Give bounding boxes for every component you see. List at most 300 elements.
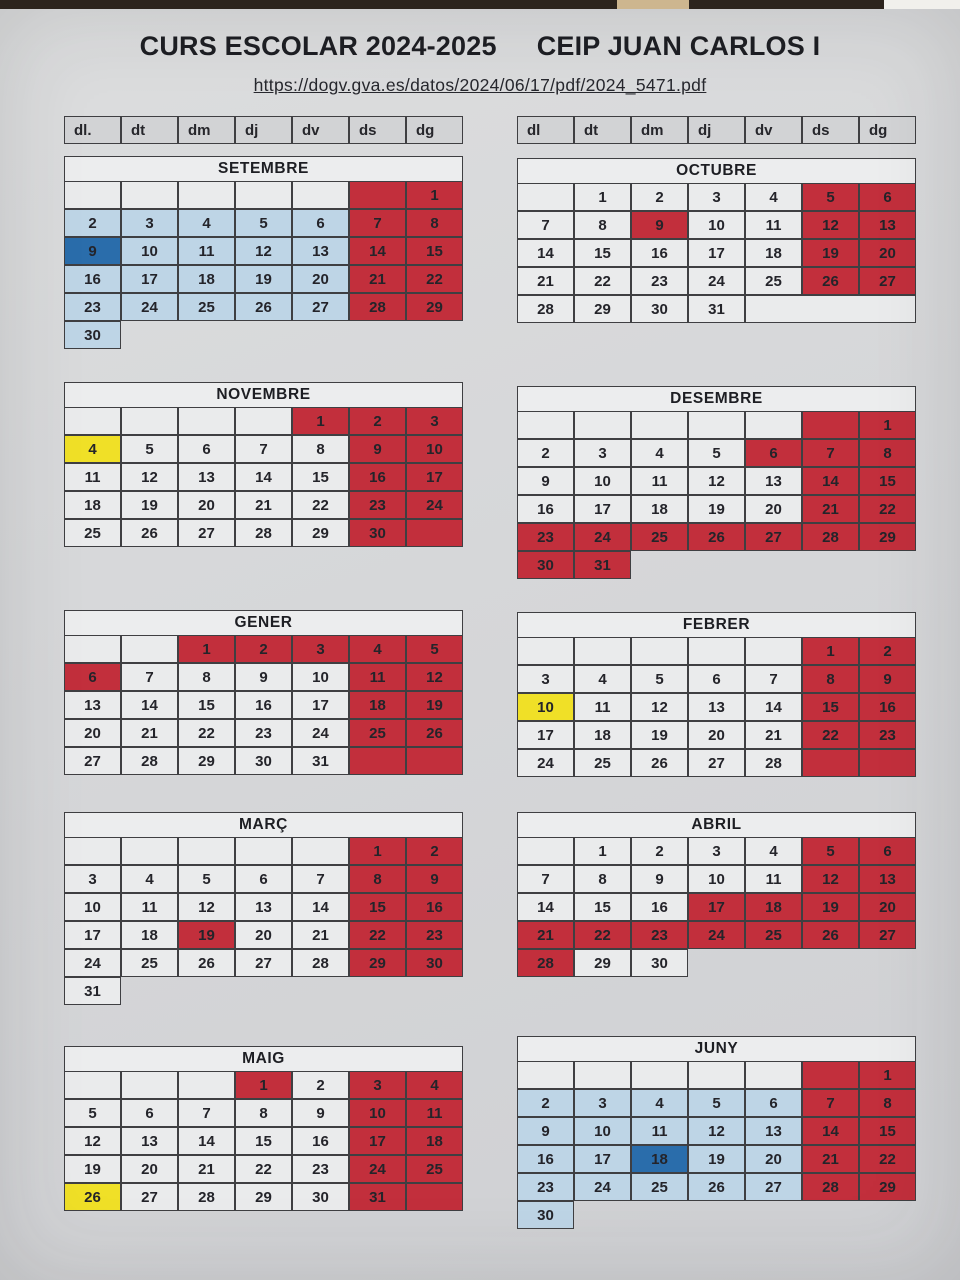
day-cell: 12 <box>121 463 178 491</box>
day-cell: 9 <box>406 865 463 893</box>
day-cell: 20 <box>859 893 916 921</box>
month-title: SETEMBRE <box>64 156 463 182</box>
day-cell: 25 <box>631 523 688 551</box>
day-cell: 11 <box>121 893 178 921</box>
absent-cell <box>688 1201 745 1229</box>
day-cell: 19 <box>121 491 178 519</box>
day-cell: 20 <box>745 495 802 523</box>
day-cell: 17 <box>688 893 745 921</box>
day-cell: 4 <box>745 837 802 865</box>
day-cell: 18 <box>745 893 802 921</box>
month-title: FEBRER <box>517 612 916 638</box>
day-cell: 6 <box>235 865 292 893</box>
calendar-column-right <box>517 116 918 1229</box>
empty-cell <box>745 637 802 665</box>
weekday-header-right <box>517 116 918 144</box>
day-cell: 20 <box>688 721 745 749</box>
day-cell: 9 <box>631 865 688 893</box>
absent-cell <box>745 551 802 579</box>
day-cell: 25 <box>406 1155 463 1183</box>
day-cell: 15 <box>292 463 349 491</box>
weekday-label: dv <box>745 116 802 144</box>
day-cell: 22 <box>802 721 859 749</box>
day-cell: 5 <box>64 1099 121 1127</box>
month-gener <box>64 610 465 775</box>
absent-cell <box>574 1201 631 1229</box>
day-cell: 16 <box>64 265 121 293</box>
day-cell: 27 <box>688 749 745 777</box>
absent-cell <box>859 1201 916 1229</box>
day-cell: 1 <box>802 637 859 665</box>
absent-cell <box>121 321 178 349</box>
absent-cell <box>802 949 859 977</box>
month-octubre <box>517 158 918 323</box>
day-cell: 13 <box>745 467 802 495</box>
day-cell: 5 <box>235 209 292 237</box>
day-cell: 12 <box>802 211 859 239</box>
empty-cell <box>349 747 406 775</box>
day-cell: 19 <box>178 921 235 949</box>
empty-cell <box>745 411 802 439</box>
day-cell: 22 <box>292 491 349 519</box>
empty-cell <box>517 411 574 439</box>
empty-cell <box>859 749 916 777</box>
day-cell: 28 <box>745 749 802 777</box>
empty-cell <box>64 635 121 663</box>
day-cell: 29 <box>406 293 463 321</box>
month-setembre <box>64 156 465 349</box>
day-cell: 2 <box>292 1071 349 1099</box>
day-cell: 30 <box>406 949 463 977</box>
day-cell: 8 <box>178 663 235 691</box>
absent-cell <box>406 977 463 1005</box>
day-cell: 11 <box>745 211 802 239</box>
day-cell: 9 <box>64 237 121 265</box>
weekday-label: dj <box>688 116 745 144</box>
month-title: NOVEMBRE <box>64 382 463 408</box>
day-cell: 10 <box>517 693 574 721</box>
day-cell: 24 <box>574 523 631 551</box>
day-cell: 2 <box>631 837 688 865</box>
day-cell: 30 <box>631 949 688 977</box>
day-cell: 15 <box>859 467 916 495</box>
day-cell: 29 <box>859 1173 916 1201</box>
day-cell: 8 <box>859 439 916 467</box>
day-cell: 23 <box>235 719 292 747</box>
absent-cell <box>121 977 178 1005</box>
day-cell: 3 <box>688 183 745 211</box>
day-cell: 3 <box>292 635 349 663</box>
day-cell: 7 <box>178 1099 235 1127</box>
day-cell: 19 <box>802 239 859 267</box>
day-cell: 29 <box>574 949 631 977</box>
day-cell: 14 <box>178 1127 235 1155</box>
day-cell: 4 <box>178 209 235 237</box>
absent-cell <box>859 949 916 977</box>
day-cell: 13 <box>859 865 916 893</box>
day-cell: 21 <box>802 495 859 523</box>
month-grid <box>64 837 465 1005</box>
day-cell: 7 <box>517 865 574 893</box>
day-cell: 19 <box>688 1145 745 1173</box>
day-cell: 25 <box>745 267 802 295</box>
day-cell: 16 <box>406 893 463 921</box>
day-cell: 18 <box>574 721 631 749</box>
day-cell: 20 <box>64 719 121 747</box>
day-cell: 28 <box>517 949 574 977</box>
day-cell: 23 <box>859 721 916 749</box>
day-cell: 24 <box>406 491 463 519</box>
day-cell: 26 <box>178 949 235 977</box>
weekday-label: ds <box>349 116 406 144</box>
day-cell: 20 <box>859 239 916 267</box>
absent-cell <box>349 321 406 349</box>
month-grid <box>64 635 465 775</box>
day-cell: 2 <box>64 209 121 237</box>
absent-cell <box>688 949 745 977</box>
day-cell: 8 <box>802 665 859 693</box>
month-title: MAIG <box>64 1046 463 1072</box>
day-cell: 27 <box>64 747 121 775</box>
calendar-column-left <box>64 116 465 1229</box>
empty-cell <box>802 1061 859 1089</box>
day-cell: 18 <box>745 239 802 267</box>
day-cell: 13 <box>64 691 121 719</box>
absent-cell <box>859 551 916 579</box>
day-cell: 19 <box>235 265 292 293</box>
day-cell: 14 <box>349 237 406 265</box>
weekday-label: dj <box>235 116 292 144</box>
day-cell: 29 <box>235 1183 292 1211</box>
weekday-label: dl. <box>64 116 121 144</box>
day-cell: 27 <box>121 1183 178 1211</box>
day-cell: 29 <box>859 523 916 551</box>
day-cell: 14 <box>517 893 574 921</box>
day-cell: 24 <box>688 921 745 949</box>
empty-cell <box>688 1061 745 1089</box>
month-febrer <box>517 612 918 777</box>
day-cell: 5 <box>688 1089 745 1117</box>
day-cell: 11 <box>64 463 121 491</box>
absent-cell <box>688 551 745 579</box>
month-grid <box>517 411 918 579</box>
month-title: OCTUBRE <box>517 158 916 184</box>
empty-cell <box>517 1061 574 1089</box>
day-cell: 26 <box>406 719 463 747</box>
day-cell: 23 <box>517 523 574 551</box>
day-cell: 14 <box>517 239 574 267</box>
absent-cell <box>745 1201 802 1229</box>
day-cell: 12 <box>235 237 292 265</box>
empty-cell <box>517 183 574 211</box>
day-cell: 10 <box>688 211 745 239</box>
day-cell: 26 <box>631 749 688 777</box>
day-cell: 26 <box>802 921 859 949</box>
day-cell: 1 <box>235 1071 292 1099</box>
day-cell: 17 <box>574 495 631 523</box>
day-cell: 28 <box>349 293 406 321</box>
day-cell: 18 <box>631 495 688 523</box>
day-cell: 28 <box>802 523 859 551</box>
day-cell: 12 <box>406 663 463 691</box>
day-cell: 6 <box>859 183 916 211</box>
day-cell: 11 <box>349 663 406 691</box>
day-cell: 5 <box>802 837 859 865</box>
day-cell: 17 <box>64 921 121 949</box>
day-cell: 12 <box>178 893 235 921</box>
page-title <box>0 9 960 62</box>
empty-cell <box>631 411 688 439</box>
day-cell: 11 <box>574 693 631 721</box>
day-cell: 24 <box>574 1173 631 1201</box>
day-cell: 24 <box>349 1155 406 1183</box>
empty-cell <box>574 411 631 439</box>
day-cell: 15 <box>406 237 463 265</box>
month-title: MARÇ <box>64 812 463 838</box>
day-cell: 4 <box>574 665 631 693</box>
empty-cell <box>574 1061 631 1089</box>
empty-cell <box>745 1061 802 1089</box>
day-cell: 7 <box>121 663 178 691</box>
day-cell: 4 <box>64 435 121 463</box>
day-cell: 7 <box>745 665 802 693</box>
day-cell: 27 <box>235 949 292 977</box>
day-cell: 9 <box>517 467 574 495</box>
day-cell: 30 <box>517 1201 574 1229</box>
day-cell: 31 <box>64 977 121 1005</box>
day-cell: 23 <box>631 267 688 295</box>
day-cell: 30 <box>64 321 121 349</box>
day-cell: 13 <box>292 237 349 265</box>
day-cell: 27 <box>859 267 916 295</box>
day-cell: 13 <box>178 463 235 491</box>
empty-cell <box>121 181 178 209</box>
day-cell: 10 <box>688 865 745 893</box>
empty-cell <box>292 181 349 209</box>
day-cell: 24 <box>517 749 574 777</box>
day-cell: 21 <box>235 491 292 519</box>
day-cell: 15 <box>349 893 406 921</box>
day-cell: 16 <box>292 1127 349 1155</box>
absent-cell <box>178 977 235 1005</box>
day-cell: 30 <box>235 747 292 775</box>
day-cell: 7 <box>802 1089 859 1117</box>
empty-cell <box>688 411 745 439</box>
absent-cell <box>235 321 292 349</box>
day-cell: 25 <box>178 293 235 321</box>
day-cell: 25 <box>121 949 178 977</box>
day-cell: 8 <box>235 1099 292 1127</box>
day-cell: 1 <box>859 1061 916 1089</box>
day-cell: 4 <box>631 439 688 467</box>
day-cell: 29 <box>292 519 349 547</box>
day-cell: 21 <box>517 267 574 295</box>
day-cell: 7 <box>517 211 574 239</box>
day-cell: 3 <box>64 865 121 893</box>
empty-cell <box>517 837 574 865</box>
month-title: DESEMBRE <box>517 386 916 412</box>
weekday-label: dv <box>292 116 349 144</box>
absent-cell <box>235 977 292 1005</box>
empty-cell <box>802 411 859 439</box>
empty-cell <box>64 1071 121 1099</box>
day-cell: 2 <box>517 439 574 467</box>
day-cell: 12 <box>688 1117 745 1145</box>
weekday-label: dg <box>859 116 916 144</box>
day-cell: 15 <box>178 691 235 719</box>
day-cell: 13 <box>235 893 292 921</box>
day-cell: 15 <box>802 693 859 721</box>
empty-cell <box>688 637 745 665</box>
day-cell: 19 <box>406 691 463 719</box>
absent-cell <box>349 977 406 1005</box>
absent-cell <box>631 551 688 579</box>
day-cell: 12 <box>688 467 745 495</box>
day-cell: 3 <box>406 407 463 435</box>
day-cell: 16 <box>349 463 406 491</box>
empty-cell <box>631 1061 688 1089</box>
day-cell: 21 <box>745 721 802 749</box>
day-cell: 25 <box>64 519 121 547</box>
month-marc <box>64 812 465 1005</box>
day-cell: 23 <box>406 921 463 949</box>
empty-cell <box>802 749 859 777</box>
day-cell: 27 <box>745 523 802 551</box>
day-cell: 10 <box>406 435 463 463</box>
absent-cell <box>292 321 349 349</box>
day-cell: 11 <box>178 237 235 265</box>
day-cell: 9 <box>859 665 916 693</box>
calendar-columns <box>0 116 960 1229</box>
day-cell: 20 <box>121 1155 178 1183</box>
day-cell: 19 <box>688 495 745 523</box>
title-course: CURS ESCOLAR 2024-2025 <box>139 31 497 61</box>
empty-cell <box>64 181 121 209</box>
day-cell: 9 <box>631 211 688 239</box>
month-title: GENER <box>64 610 463 636</box>
month-juny <box>517 1036 918 1229</box>
day-cell: 3 <box>121 209 178 237</box>
day-cell: 28 <box>121 747 178 775</box>
day-cell: 29 <box>574 295 631 323</box>
empty-cell <box>64 407 121 435</box>
day-cell: 3 <box>349 1071 406 1099</box>
absent-cell <box>631 1201 688 1229</box>
empty-cell <box>235 407 292 435</box>
day-cell: 7 <box>235 435 292 463</box>
day-cell: 19 <box>802 893 859 921</box>
day-cell: 15 <box>859 1117 916 1145</box>
day-cell: 7 <box>349 209 406 237</box>
day-cell: 8 <box>292 435 349 463</box>
day-cell: 6 <box>859 837 916 865</box>
day-cell: 22 <box>859 1145 916 1173</box>
day-cell: 9 <box>517 1117 574 1145</box>
day-cell: 20 <box>292 265 349 293</box>
weekday-label: dt <box>574 116 631 144</box>
day-cell: 1 <box>406 181 463 209</box>
day-cell: 12 <box>64 1127 121 1155</box>
day-cell: 1 <box>859 411 916 439</box>
absent-cell <box>406 321 463 349</box>
day-cell: 18 <box>631 1145 688 1173</box>
day-cell: 27 <box>178 519 235 547</box>
day-cell: 1 <box>292 407 349 435</box>
month-grid <box>517 183 918 323</box>
day-cell: 6 <box>745 1089 802 1117</box>
day-cell: 21 <box>802 1145 859 1173</box>
day-cell: 4 <box>349 635 406 663</box>
day-cell: 2 <box>859 637 916 665</box>
absent-cell <box>178 321 235 349</box>
day-cell: 17 <box>688 239 745 267</box>
day-cell: 19 <box>631 721 688 749</box>
day-cell: 23 <box>349 491 406 519</box>
day-cell: 1 <box>178 635 235 663</box>
day-cell: 28 <box>802 1173 859 1201</box>
day-cell: 16 <box>517 1145 574 1173</box>
day-cell: 26 <box>235 293 292 321</box>
day-cell: 10 <box>292 663 349 691</box>
day-cell: 16 <box>631 893 688 921</box>
day-cell: 29 <box>349 949 406 977</box>
empty-cell <box>64 837 121 865</box>
day-cell: 30 <box>517 551 574 579</box>
day-cell: 2 <box>406 837 463 865</box>
day-cell: 15 <box>235 1127 292 1155</box>
day-cell: 20 <box>235 921 292 949</box>
day-cell: 13 <box>688 693 745 721</box>
day-cell: 17 <box>292 691 349 719</box>
empty-cell <box>349 181 406 209</box>
day-cell: 30 <box>349 519 406 547</box>
absent-cell <box>802 551 859 579</box>
day-cell: 14 <box>235 463 292 491</box>
day-cell: 1 <box>349 837 406 865</box>
empty-cell <box>178 1071 235 1099</box>
day-cell: 30 <box>292 1183 349 1211</box>
day-cell: 14 <box>292 893 349 921</box>
weekday-label: dt <box>121 116 178 144</box>
day-cell: 10 <box>574 467 631 495</box>
day-cell: 19 <box>64 1155 121 1183</box>
day-cell: 27 <box>745 1173 802 1201</box>
empty-cell <box>631 637 688 665</box>
day-cell: 23 <box>292 1155 349 1183</box>
absent-cell <box>745 949 802 977</box>
day-cell: 26 <box>64 1183 121 1211</box>
day-cell: 25 <box>631 1173 688 1201</box>
day-cell: 16 <box>235 691 292 719</box>
day-cell: 18 <box>121 921 178 949</box>
day-cell: 6 <box>121 1099 178 1127</box>
month-grid <box>64 181 465 349</box>
day-cell: 31 <box>574 551 631 579</box>
month-abril <box>517 812 918 977</box>
day-cell: 8 <box>574 865 631 893</box>
day-cell: 22 <box>574 921 631 949</box>
absent-cell <box>802 1201 859 1229</box>
day-cell: 15 <box>574 893 631 921</box>
day-cell: 24 <box>688 267 745 295</box>
day-cell: 17 <box>517 721 574 749</box>
day-cell: 14 <box>121 691 178 719</box>
day-cell: 7 <box>802 439 859 467</box>
day-cell: 23 <box>631 921 688 949</box>
day-cell: 2 <box>631 183 688 211</box>
day-cell: 31 <box>688 295 745 323</box>
day-cell: 3 <box>574 439 631 467</box>
